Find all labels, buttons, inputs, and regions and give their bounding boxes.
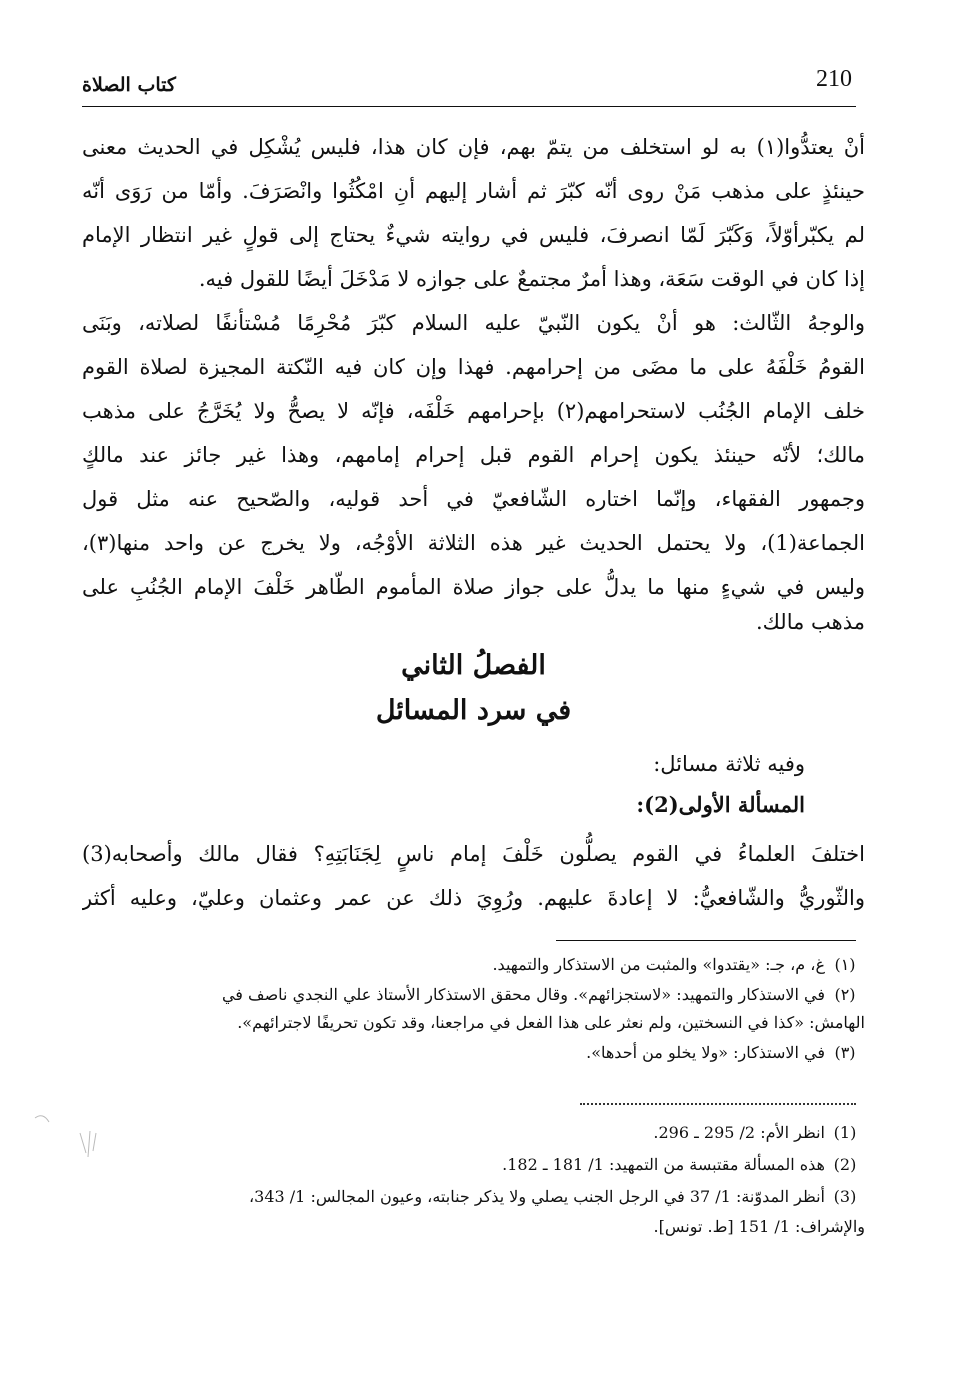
footnote-text: والإشراف: 1/ 151 [ط. تونس]. — [653, 1217, 865, 1236]
footnote-number: (٢) — [834, 985, 856, 1004]
chapter-title: الفصلُ الثاني — [401, 650, 546, 681]
footnote — [82, 982, 865, 1008]
footnote-text: غ، م، جـ: «يقتدوا» والمثبت من الاستذكار والتمهيد. — [492, 955, 825, 974]
text-line: والثّوريُّ والشّافعيُّ: لا إعادةَ عليهم. ورُوِيَ ذلك عن عمر وعثمان وعليّ، وعليه أكثر — [82, 886, 865, 910]
text-line: والوجهُ الثّالث: هو أنْ يكون النّبيّ عليه السلام كبّرَ مُحْرِمًا مُسْتأنفًا لصلاته، وبَنَى — [82, 311, 865, 335]
footnote — [82, 1040, 865, 1066]
text-line: خلف الإمام الجُنُب لاستحرامهم(٢) بإحرامهم خَلْفَه، فإنّه لا يصحُّ ولا يُخَرَّجُ على مذهب — [82, 399, 865, 423]
text-line: إذا كان في الوقت سَعَة، وهذا أمرٌ مجتمعٌ على جوازه لا مَدْخَلَ أيضًا للقول فيه. — [198, 267, 865, 291]
footnote-text: في الاستذكار: «ولا يخلو من أحدها». — [586, 1043, 825, 1062]
footnote-number: (١) — [834, 955, 856, 974]
text-line: القومُ خَلْفَهُ على ما مضَى من إحرامهم. فهذا وإن كان فيه النّكتة المجيزة لصلاة القوم — [82, 355, 865, 379]
footnote-number: (٣) — [834, 1043, 856, 1062]
running-title: كتاب الصلاة — [82, 74, 176, 96]
chapter-subtitle: في سرد المسائل — [375, 695, 572, 726]
footnote — [82, 1152, 865, 1178]
footnote-separator — [556, 940, 856, 941]
text-line: لم يكبّرأوّلاً، وَكَبّرَ لَمّا انصرفَ، فليس في روايته شيءٌ يحتاج إلى قولٍ غير انتظار الإمام — [82, 223, 865, 247]
footnote-number: (3) — [833, 1187, 857, 1206]
footnote-text: انظر الأم: 2/ 295 ـ 296. — [653, 1123, 825, 1142]
text-line: أنْ يعتدُّوا(١) به لو استخلف من يتمّ بهم، فإن كان هذا، فليس يُشْكِل في الحديث معنى — [82, 135, 865, 159]
page-header — [82, 66, 856, 107]
footnote-text: في الاستذكار والتمهيد: «لاستجزائهم». وقال محقق الاستذكار الأستاذ علي النجدي ناصف في — [221, 985, 825, 1004]
text-line: وليس في شيءٍ منها ما يدلُّ على جواز صلاة المأموم الطّاهر خَلْفَ الإمام الجُنُبِ على — [82, 575, 865, 599]
footnote-continuation — [82, 1214, 905, 1240]
issue-title: المسألة الأولى(2): — [636, 792, 805, 817]
footnote-continuation — [82, 1010, 905, 1036]
page-number: 210 — [816, 66, 852, 92]
section-intro: وفيه ثلاثة مسائل: — [653, 752, 805, 776]
dotted-separator — [580, 1103, 856, 1105]
footnote-number: (1) — [833, 1123, 857, 1142]
footnote-number: (2) — [833, 1155, 857, 1174]
footnote — [82, 952, 865, 978]
text-line: مذهب مالك. — [755, 610, 865, 634]
pencil-scribble-mark — [30, 1108, 130, 1168]
text-line: الجماعة(1)، ولا يحتمل الحديث غير هذه الثلاثة الأوْجُه، ولا يخرج عن واحد منها(٣)، — [82, 531, 865, 555]
text-line: مالك؛ لأنّه حينئذ يكون إحرام القوم قبل إحرام إمامهم، وهذا غير جائز عند مالكٍ — [82, 443, 865, 467]
text-line: وجمهور الفقهاء، وإنّما اختاره الشّافعيّ في أحد قوليه، والصّحيح عنه مثل قول — [82, 487, 865, 511]
footnote — [82, 1120, 865, 1146]
text-line: حينئذٍ على مذهب مَنْ روى أنّه كبّرَ ثم أشار إليهم أنِ امْكُثُوا وانْصَرَفَ. وأمّا من رَوَى أنّه — [82, 179, 865, 203]
footnote-text: الهامش: «كذا في النسختين، ولم نعثر على هذا الفعل في مراجعنا، وقد تكون تحريفًا لاجترائهم». — [237, 1013, 865, 1032]
footnote-text: أنظر المدوّنة: 1/ 37 في الرجل الجنب يصلي ولا يذكر جنابته، وعيون المجالس: 1/ 343، — [248, 1187, 825, 1206]
footnote-text: هذه المسألة مقتبسة من التمهيد: 1/ 181 ـ 182. — [502, 1155, 825, 1174]
footnote — [82, 1184, 865, 1210]
text-line: اختلفَ العلماءُ في القوم يصلُّون خَلْفَ إمام ناسٍ لِجَنَابَتِهِ؟ فقال مالك وأصحابه(3) — [82, 842, 865, 866]
